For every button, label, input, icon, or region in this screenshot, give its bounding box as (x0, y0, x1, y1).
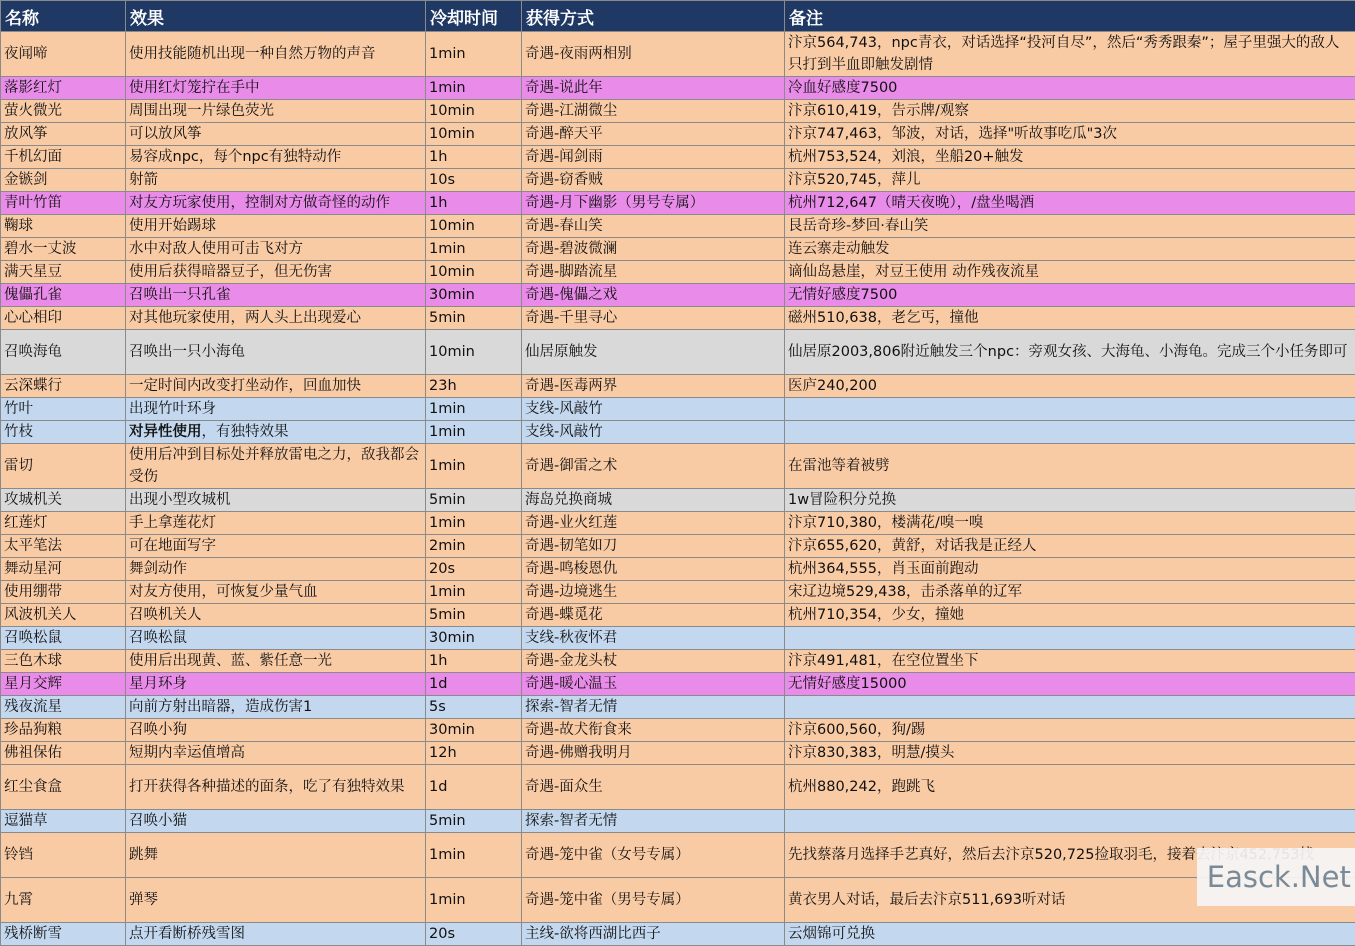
cell-note[interactable]: 无情好感度15000 (785, 673, 1355, 696)
cell-cooldown[interactable]: 30min (426, 627, 522, 650)
cell-name[interactable]: 夜闻啼 (1, 32, 126, 77)
cell-name[interactable]: 星月交辉 (1, 673, 126, 696)
cell-source[interactable]: 奇遇-说此年 (522, 77, 785, 100)
cell-effect[interactable]: 跳舞 (126, 833, 426, 878)
cell-name[interactable]: 红莲灯 (1, 512, 126, 535)
cell-effect[interactable]: 对友方使用，可恢复少量气血 (126, 581, 426, 604)
table-row[interactable] (1, 284, 1355, 307)
cell-source[interactable]: 奇遇-闻剑雨 (522, 146, 785, 169)
cell-note[interactable]: 谪仙岛悬崖，对豆王使用 动作残夜流星 (785, 261, 1355, 284)
cell-source[interactable]: 奇遇-业火红莲 (522, 512, 785, 535)
cell-cooldown[interactable]: 1h (426, 650, 522, 673)
table-row[interactable] (1, 77, 1355, 100)
cell-effect[interactable]: 召唤松鼠 (126, 627, 426, 650)
cell-cooldown[interactable]: 1min (426, 581, 522, 604)
cell-source[interactable]: 奇遇-蝶觅花 (522, 604, 785, 627)
cell-note[interactable]: 云烟锦可兑换 (785, 923, 1355, 946)
table-row[interactable] (1, 375, 1355, 398)
watermark-logo (1197, 848, 1355, 906)
table-row[interactable] (1, 765, 1355, 810)
cell-effect[interactable]: 射箭 (126, 169, 426, 192)
cell-source[interactable]: 奇遇-夜雨两相别 (522, 32, 785, 77)
cell-cooldown[interactable]: 2min (426, 535, 522, 558)
table-row[interactable] (1, 169, 1355, 192)
cell-effect[interactable]: 出现小型攻城机 (126, 489, 426, 512)
cell-name[interactable]: 攻城机关 (1, 489, 126, 512)
cell-cooldown[interactable]: 10s (426, 169, 522, 192)
cell-effect[interactable]: 召唤出一只孔雀 (126, 284, 426, 307)
cell-name[interactable]: 珍品狗粮 (1, 719, 126, 742)
watermark-text: Easck.Net (1207, 860, 1351, 894)
cell-cooldown[interactable]: 23h (426, 375, 522, 398)
table-row[interactable] (1, 215, 1355, 238)
cell-note[interactable] (785, 627, 1355, 650)
cell-name[interactable]: 铃铛 (1, 833, 126, 878)
cell-cooldown[interactable]: 10min (426, 261, 522, 284)
cell-note[interactable]: 仙居原2003,806附近触发三个npc：旁观女孩、大海龟、小海龟。完成三个小任务即可 (785, 330, 1355, 375)
cell-note[interactable]: 汴京710,380，楼满花/嗅一嗅 (785, 512, 1355, 535)
cell-source[interactable]: 奇遇-窃香贼 (522, 169, 785, 192)
table-row[interactable] (1, 535, 1355, 558)
cell-effect[interactable]: 可以放风筝 (126, 123, 426, 146)
cell-source[interactable]: 奇遇-千里寻心 (522, 307, 785, 330)
cell-effect[interactable]: 可在地面写字 (126, 535, 426, 558)
cell-cooldown[interactable]: 1min (426, 421, 522, 444)
cell-cooldown[interactable]: 1min (426, 444, 522, 489)
cell-name[interactable]: 满天星豆 (1, 261, 126, 284)
cell-note[interactable]: 先找蔡落月选择手艺真好，然后去汴京520,725捡取羽毛，接着去汴京452,753找 (785, 833, 1355, 878)
cell-source[interactable]: 支线-风敲竹 (522, 421, 785, 444)
cell-source[interactable]: 海岛兑换商城 (522, 489, 785, 512)
cell-source[interactable]: 奇遇-江湖微尘 (522, 100, 785, 123)
cell-effect[interactable]: 召唤小猫 (126, 810, 426, 833)
table-row[interactable] (1, 146, 1355, 169)
table-row[interactable] (1, 261, 1355, 284)
cell-cooldown[interactable]: 30min (426, 719, 522, 742)
cell-source[interactable]: 奇遇-脚踏流星 (522, 261, 785, 284)
cell-name[interactable]: 残夜流星 (1, 696, 126, 719)
cell-effect[interactable]: 使用后获得暗器豆子，但无伤害 (126, 261, 426, 284)
cell-note[interactable]: 医庐240,200 (785, 375, 1355, 398)
cell-source[interactable]: 奇遇-鸣梭恩仇 (522, 558, 785, 581)
cell-effect[interactable]: 使用技能随机出现一种自然万物的声音 (126, 32, 426, 77)
cell-name[interactable]: 舞动星河 (1, 558, 126, 581)
cell-note[interactable]: 汴京830,383，明慧/摸头 (785, 742, 1355, 765)
cell-effect[interactable]: 短期内幸运值增高 (126, 742, 426, 765)
cell-name[interactable]: 风波机关人 (1, 604, 126, 627)
cell-note[interactable]: 杭州364,555，肖玉面前跑动 (785, 558, 1355, 581)
cell-note[interactable]: 磁州510,638，老乞丐，撞他 (785, 307, 1355, 330)
cell-name[interactable]: 金镞剑 (1, 169, 126, 192)
cell-effect[interactable]: 出现竹叶环身 (126, 398, 426, 421)
cell-cooldown[interactable]: 5min (426, 604, 522, 627)
cell-name[interactable]: 召唤海龟 (1, 330, 126, 375)
table-row[interactable] (1, 512, 1355, 535)
cell-source[interactable]: 奇遇-暖心温玉 (522, 673, 785, 696)
header-cooldown[interactable]: 冷却时间 (426, 1, 522, 32)
cell-note[interactable]: 艮岳奇珍-梦回·春山笑 (785, 215, 1355, 238)
cell-source[interactable]: 仙居原触发 (522, 330, 785, 375)
table-row[interactable] (1, 878, 1355, 923)
cell-effect[interactable]: 召唤机关人 (126, 604, 426, 627)
cell-name[interactable]: 三色木球 (1, 650, 126, 673)
cell-effect[interactable]: 弹琴 (126, 878, 426, 923)
cell-effect[interactable]: 打开获得各种描述的面条，吃了有独特效果 (126, 765, 426, 810)
cell-effect[interactable]: 易容成npc，每个npc有独特动作 (126, 146, 426, 169)
cell-name[interactable]: 残桥断雪 (1, 923, 126, 946)
cell-cooldown[interactable]: 10min (426, 215, 522, 238)
cell-name[interactable]: 萤火微光 (1, 100, 126, 123)
cell-effect[interactable]: 使用开始踢球 (126, 215, 426, 238)
cell-name[interactable]: 使用绷带 (1, 581, 126, 604)
cell-effect[interactable]: 使用后出现黄、蓝、紫任意一光 (126, 650, 426, 673)
cell-note[interactable] (785, 696, 1355, 719)
cell-name[interactable]: 太平笔法 (1, 535, 126, 558)
cell-note[interactable]: 杭州753,524，刘浪，坐船20+触发 (785, 146, 1355, 169)
cell-effect[interactable]: 周围出现一片绿色荧光 (126, 100, 426, 123)
cell-source[interactable]: 支线-风敲竹 (522, 398, 785, 421)
table-row[interactable] (1, 444, 1355, 489)
table-row[interactable] (1, 923, 1355, 946)
cell-name[interactable]: 红尘食盒 (1, 765, 126, 810)
table-row[interactable] (1, 581, 1355, 604)
effect-bold-text: 对异性使用 (129, 424, 202, 440)
table-row[interactable] (1, 833, 1355, 878)
effect-text: ，有独特效果 (202, 424, 289, 440)
cell-source[interactable]: 奇遇-碧波微澜 (522, 238, 785, 261)
cell-name[interactable]: 青叶竹笛 (1, 192, 126, 215)
cell-cooldown[interactable]: 12h (426, 742, 522, 765)
cell-effect[interactable]: 舞剑动作 (126, 558, 426, 581)
cell-effect[interactable]: 使用红灯笼拧在手中 (126, 77, 426, 100)
cell-name[interactable]: 碧水一丈波 (1, 238, 126, 261)
cell-note[interactable]: 汴京600,560，狗/踢 (785, 719, 1355, 742)
cell-name[interactable]: 傀儡孔雀 (1, 284, 126, 307)
table-row[interactable] (1, 810, 1355, 833)
cell-source[interactable]: 支线-秋夜怀君 (522, 627, 785, 650)
cell-note[interactable]: 宋辽边境529,438，击杀落单的辽军 (785, 581, 1355, 604)
cell-cooldown[interactable]: 20s (426, 923, 522, 946)
cell-note[interactable]: 无情好感度7500 (785, 284, 1355, 307)
header-row (1, 1, 1355, 32)
table-row[interactable] (1, 742, 1355, 765)
cell-note[interactable]: 在雷池等着被劈 (785, 444, 1355, 489)
cell-cooldown[interactable]: 5s (426, 696, 522, 719)
table-row[interactable] (1, 398, 1355, 421)
cell-name[interactable]: 千机幻面 (1, 146, 126, 169)
cell-cooldown[interactable]: 1min (426, 238, 522, 261)
cell-source[interactable]: 奇遇-醉天平 (522, 123, 785, 146)
cell-cooldown[interactable]: 1min (426, 77, 522, 100)
cell-cooldown[interactable]: 1d (426, 673, 522, 696)
cell-note[interactable]: 汴京491,481，在空位置坐下 (785, 650, 1355, 673)
cell-note[interactable] (785, 421, 1355, 444)
cell-effect[interactable]: 星月环身 (126, 673, 426, 696)
cell-source[interactable]: 奇遇-面众生 (522, 765, 785, 810)
cell-effect[interactable]: 召唤出一只小海龟 (126, 330, 426, 375)
cell-name[interactable]: 鞠球 (1, 215, 126, 238)
cell-note[interactable]: 汴京610,419，告示牌/观察 (785, 100, 1355, 123)
cell-note[interactable]: 1w冒险积分兑换 (785, 489, 1355, 512)
table-row[interactable] (1, 558, 1355, 581)
cell-cooldown[interactable]: 20s (426, 558, 522, 581)
cell-note[interactable]: 汴京747,463，邹波，对话，选择"听故事吃瓜"3次 (785, 123, 1355, 146)
cell-cooldown[interactable]: 5min (426, 307, 522, 330)
cell-effect[interactable]: 对友方玩家使用，控制对方做奇怪的动作 (126, 192, 426, 215)
cell-cooldown[interactable]: 1h (426, 146, 522, 169)
cell-cooldown[interactable]: 10min (426, 100, 522, 123)
cell-cooldown[interactable]: 1min (426, 398, 522, 421)
cell-note[interactable]: 汴京520,745，萍儿 (785, 169, 1355, 192)
cell-source[interactable]: 奇遇-边境逃生 (522, 581, 785, 604)
cell-note[interactable] (785, 398, 1355, 421)
cell-source[interactable]: 奇遇-月下幽影（男号专属） (522, 192, 785, 215)
table-row[interactable] (1, 100, 1355, 123)
cell-name[interactable]: 九霄 (1, 878, 126, 923)
cell-name[interactable]: 云深蝶行 (1, 375, 126, 398)
table-row[interactable] (1, 330, 1355, 375)
header-note[interactable]: 备注 (785, 1, 1355, 32)
header-name[interactable]: 名称 (1, 1, 126, 32)
table-row[interactable] (1, 238, 1355, 261)
table-row[interactable] (1, 650, 1355, 673)
table-row[interactable] (1, 673, 1355, 696)
cell-name[interactable]: 竹枝 (1, 421, 126, 444)
table-row[interactable] (1, 627, 1355, 650)
cell-source[interactable]: 主线-欲将西湖比西子 (522, 923, 785, 946)
cell-effect[interactable]: 点开看断桥残雪图 (126, 923, 426, 946)
header-effect[interactable]: 效果 (126, 1, 426, 32)
table-row[interactable] (1, 696, 1355, 719)
cell-cooldown[interactable]: 5min (426, 489, 522, 512)
table-row[interactable] (1, 719, 1355, 742)
table-row[interactable] (1, 123, 1355, 146)
cell-cooldown[interactable]: 10min (426, 330, 522, 375)
cell-source[interactable]: 奇遇-佛赠我明月 (522, 742, 785, 765)
cell-name[interactable]: 逗猫草 (1, 810, 126, 833)
cell-cooldown[interactable]: 1d (426, 765, 522, 810)
cell-name[interactable]: 佛祖保佑 (1, 742, 126, 765)
cell-source[interactable]: 奇遇-笼中雀（女号专属） (522, 833, 785, 878)
cell-source[interactable]: 奇遇-傀儡之戏 (522, 284, 785, 307)
cell-effect[interactable]: 召唤小狗 (126, 719, 426, 742)
table-row[interactable] (1, 421, 1355, 444)
cell-source[interactable]: 探索-智者无情 (522, 696, 785, 719)
cell-name[interactable]: 落影红灯 (1, 77, 126, 100)
cell-name[interactable]: 放风筝 (1, 123, 126, 146)
table-row[interactable] (1, 32, 1355, 77)
cell-cooldown[interactable]: 10min (426, 123, 522, 146)
cell-note[interactable]: 杭州712,647（晴天夜晚），/盘坐喝酒 (785, 192, 1355, 215)
cell-note[interactable]: 杭州880,242，跑跳飞 (785, 765, 1355, 810)
cell-source[interactable]: 奇遇-笼中雀（男号专属） (522, 878, 785, 923)
cell-cooldown[interactable]: 1min (426, 32, 522, 77)
cell-cooldown[interactable]: 1h (426, 192, 522, 215)
cell-cooldown[interactable]: 1min (426, 833, 522, 878)
cell-name[interactable]: 竹叶 (1, 398, 126, 421)
cell-note[interactable]: 冷血好感度7500 (785, 77, 1355, 100)
cell-name[interactable]: 雷切 (1, 444, 126, 489)
cell-name[interactable]: 召唤松鼠 (1, 627, 126, 650)
cell-source[interactable]: 奇遇-金龙头杖 (522, 650, 785, 673)
header-source[interactable]: 获得方式 (522, 1, 785, 32)
cell-cooldown[interactable]: 1min (426, 878, 522, 923)
cell-name[interactable]: 心心相印 (1, 307, 126, 330)
cell-effect[interactable]: 一定时间内改变打坐动作，回血加快 (126, 375, 426, 398)
table-row[interactable] (1, 307, 1355, 330)
cell-source[interactable]: 奇遇-故犬衔食来 (522, 719, 785, 742)
cell-cooldown[interactable]: 30min (426, 284, 522, 307)
table-row[interactable] (1, 192, 1355, 215)
cell-source[interactable]: 奇遇-韧笔如刀 (522, 535, 785, 558)
cell-cooldown[interactable]: 1min (426, 512, 522, 535)
cell-note[interactable]: 连云寨走动触发 (785, 238, 1355, 261)
cell-effect[interactable]: 手上拿莲花灯 (126, 512, 426, 535)
cell-source[interactable]: 奇遇-春山笑 (522, 215, 785, 238)
cell-effect[interactable]: 向前方射出暗器，造成伤害1 (126, 696, 426, 719)
cell-effect[interactable]: 水中对敌人使用可击飞对方 (126, 238, 426, 261)
cell-effect[interactable]: 使用后冲到目标处并释放雷电之力，敌我都会受伤 (126, 444, 426, 489)
cell-source[interactable]: 探索-智者无情 (522, 810, 785, 833)
table-body (1, 32, 1355, 946)
table-row[interactable] (1, 604, 1355, 627)
cell-source[interactable]: 奇遇-医毒两界 (522, 375, 785, 398)
cell-note[interactable]: 汴京564,743，npc青衣，对话选择“投河自尽”，然后“秀秀跟秦”；屋子里强大的敌人只打到半血即触发剧情 (785, 32, 1355, 77)
cell-source[interactable]: 奇遇-御雷之术 (522, 444, 785, 489)
cell-note[interactable]: 黄衣男人对话，最后去汴京511,693听对话 (785, 878, 1355, 923)
cell-effect[interactable]: 对其他玩家使用，两人头上出现爱心 (126, 307, 426, 330)
cell-effect[interactable] (126, 421, 426, 444)
table-row[interactable] (1, 489, 1355, 512)
cell-note[interactable]: 汴京655,620，黄舒，对话我是正经人 (785, 535, 1355, 558)
cell-cooldown[interactable]: 5min (426, 810, 522, 833)
cell-note[interactable] (785, 810, 1355, 833)
cell-note[interactable]: 杭州710,354，少女，撞她 (785, 604, 1355, 627)
